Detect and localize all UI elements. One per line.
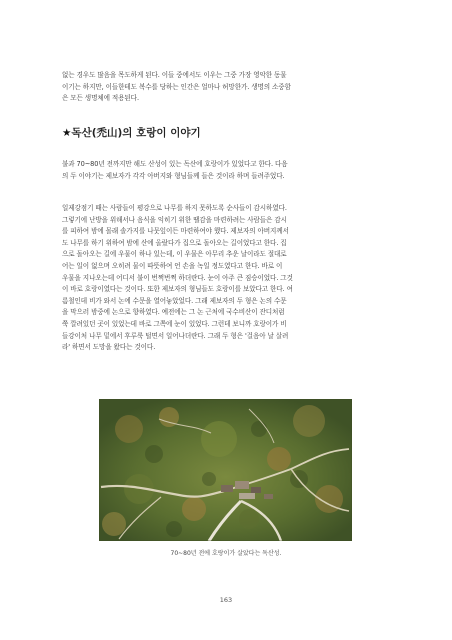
text-line: 불과 70~80년 전까지만 해도 산성이 있는 독산에 호랑이가 있었다고 한다. 다음 <box>62 160 288 168</box>
intro-paragraph <box>62 70 392 105</box>
text-line: 쭉 깔려있던 곳이 있었는데 바로 그쪽에 눈이 있었다. 그런데 보니까 호랑이가 비 <box>62 319 287 328</box>
text-line: 없는 경우도 많음을 목도하게 된다. 이들 중에서도 이우는 그중 가장 영악한 동물 <box>62 71 287 79</box>
text-line: 의 두 이야기는 제보자가 각각 아버지와 형님들께 들은 것이라 하며 들려주었다. <box>62 171 285 180</box>
text-line: 이 바로 호랑이였다는 것이다. 또한 제보자의 형님들도 호랑이를 보았다고 한다. 여 <box>62 285 293 294</box>
section-heading <box>62 125 201 140</box>
text-line: 우물을 지나오는데 어디서 불이 번쩍번쩍 하더란다. 눈이 아주 큰 짐승이었다. 그것 <box>62 273 293 282</box>
text-line: 들강이처 나무 밑에서 후루룩 털면서 일어나더란다. 그래 두 형은 '걸음아 날 살려 <box>62 331 289 340</box>
text-line: 을 막으러 밤중에 논으로 향하였다. 예전에는 그 논 근처에 국수비산이 잔디처럼 <box>62 308 285 317</box>
text-line: 일제강점기 때는 사람들이 평강으로 나무를 하지 못하도록 순사들이 감시하였다. <box>62 204 287 212</box>
text-line: 름철인데 비가 와서 논에 수문을 열어놓았었다. 그래 제보자의 두 형은 논의 수문 <box>62 296 287 305</box>
text-line: 은 모든 생명체에 적용된다. <box>62 94 139 103</box>
text-line: 어는 일이 없으며 오히려 물이 따뜻하여 언 손을 녹일 정도였다고 한다. 바로 이 <box>62 261 283 270</box>
text-line: 라' 하면서 도망을 왔다는 것이다. <box>62 343 156 352</box>
text-line: 으로 돌아오는 길에 우물이 하나 있는데, 이 우물은 아무리 추운 날이라도 절대로 <box>62 250 287 259</box>
section-title: 독산(禿山)의 호랑이 이야기 <box>71 127 201 139</box>
text-line: 그렇기에 난방을 위해서나 음식을 익히기 위한 땔감을 마련하려는 사람들은 감시 <box>62 215 287 224</box>
summary-paragraph <box>62 159 392 182</box>
photo-caption: 70~80년 전에 호랑이가 살았다는 독산성. <box>170 550 282 557</box>
text-line: 도 나무를 하기 위하여 밤에 산에 올랐다가 집으로 돌아오는 길이었다고 한다. 집 <box>62 238 287 247</box>
story-paragraph <box>62 203 392 354</box>
text-line: 를 피하여 밤에 몰래 솔가지를 나뭇잎이든 마련하여야 했다. 제보자의 아버지께서 <box>62 227 289 236</box>
star-icon: ★ <box>62 127 72 139</box>
page-number: 163 <box>219 596 233 604</box>
aerial-photo <box>99 399 352 541</box>
text-line: 이기는 하지만, 이들한테도 복수를 당하는 인간은 얼마나 허망한가. 생명의 소중함 <box>62 82 291 91</box>
